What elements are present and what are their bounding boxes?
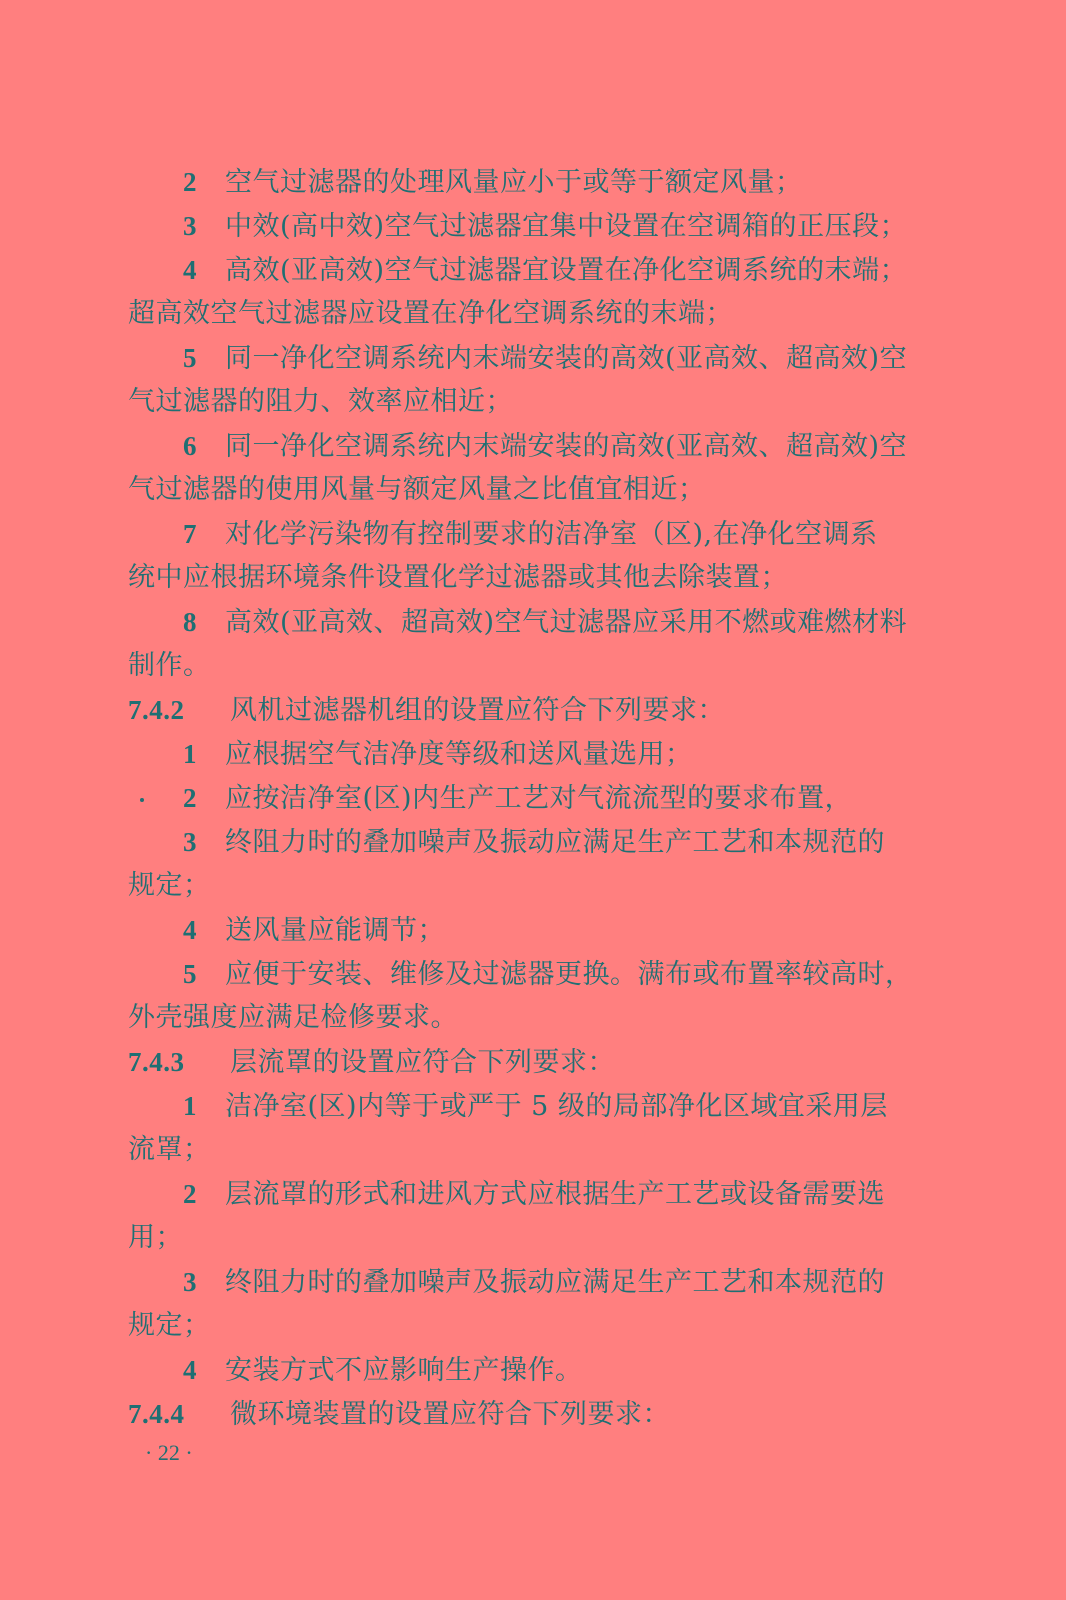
item-text: 应按洁净室(区)内生产工艺对气流流型的要求布置， (225, 783, 853, 814)
list-item-5-cont (128, 998, 458, 1038)
list-item-7-cont (128, 558, 788, 598)
list-item-4 (183, 910, 445, 950)
item-number: 2 (183, 783, 197, 813)
list-item-2 (183, 1174, 885, 1214)
list-item-3 (183, 1262, 885, 1302)
list-item-5 (183, 954, 913, 994)
section-text: 微环境装置的设置应符合下列要求： (230, 1399, 670, 1430)
item-number: 4 (183, 255, 197, 285)
section-heading-7-4-3 (128, 1042, 615, 1082)
item-number: 1 (183, 1091, 197, 1121)
item-text: 中效(高中效)空气过滤器宜集中设置在空调箱的正压段； (225, 211, 908, 242)
list-item-2 (183, 778, 852, 818)
item-text: 用； (128, 1222, 183, 1253)
item-text: 流罩； (128, 1134, 211, 1165)
item-number: 3 (183, 211, 197, 241)
item-number: 5 (183, 343, 197, 373)
list-item-5-cont (128, 382, 513, 422)
item-text: 外壳强度应满足检修要求。 (128, 1002, 458, 1033)
item-text: 气过滤器的阻力、效率应相近； (128, 386, 513, 417)
item-number: 2 (183, 1179, 197, 1209)
list-item-1 (183, 734, 693, 774)
item-number: 8 (183, 607, 197, 637)
item-text: 高效(亚高效、超高效)空气过滤器应采用不燃或难燃材料 (225, 607, 908, 638)
item-text: 安装方式不应影响生产操作。 (225, 1355, 583, 1386)
list-item-8-cont (128, 646, 211, 686)
item-text: 同一净化空调系统内末端安装的高效(亚高效、超高效)空 (225, 343, 908, 374)
list-item-4 (183, 1350, 583, 1390)
section-number: 7.4.3 (128, 1047, 185, 1077)
item-number: 7 (183, 519, 197, 549)
item-text: 高效(亚高效)空气过滤器宜设置在净化空调系统的末端； (225, 255, 908, 286)
item-number: 2 (183, 167, 197, 197)
section-text: 风机过滤器机组的设置应符合下列要求： (230, 695, 725, 726)
section-number: 7.4.2 (128, 695, 185, 725)
item-number: 5 (183, 959, 197, 989)
section-heading-7-4-4 (128, 1394, 670, 1434)
list-item-2 (183, 162, 803, 202)
section-heading-7-4-2 (128, 690, 725, 730)
list-item-3 (183, 206, 907, 246)
item-text: 终阻力时的叠加噪声及振动应满足生产工艺和本规范的 (225, 1267, 885, 1298)
item-text: 制作。 (128, 650, 211, 681)
item-text: 超高效空气过滤器应设置在净化空调系统的末端； (128, 298, 733, 329)
list-item-5 (183, 338, 907, 378)
item-text: 送风量应能调节； (225, 915, 445, 946)
item-text: 空气过滤器的处理风量应小于或等于额定风量； (225, 167, 803, 198)
item-text: 层流罩的形式和进风方式应根据生产工艺或设备需要选 (225, 1179, 885, 1210)
list-item-1-cont (128, 1130, 211, 1170)
page-number: · 22 · (145, 1440, 193, 1465)
section-text: 层流罩的设置应符合下列要求： (230, 1047, 615, 1078)
item-text: 应便于安装、维修及过滤器更换。满布或布置率较高时， (225, 959, 913, 990)
stray-mark (140, 798, 144, 802)
list-item-4 (183, 250, 907, 290)
item-number: 4 (183, 1355, 197, 1385)
item-text: 气过滤器的使用风量与额定风量之比值宜相近； (128, 474, 706, 505)
item-number: 1 (183, 739, 197, 769)
list-item-6-cont (128, 470, 706, 510)
list-item-3 (183, 822, 885, 862)
item-number: 6 (183, 431, 197, 461)
item-number: 3 (183, 1267, 197, 1297)
item-number: 3 (183, 827, 197, 857)
list-item-7 (183, 514, 878, 554)
list-item-2-cont (128, 1218, 183, 1258)
item-text: 对化学污染物有控制要求的洁净室（区),在净化空调系 (225, 519, 878, 550)
item-text: 规定； (128, 1310, 211, 1341)
list-item-3-cont (128, 866, 211, 906)
item-text: 应根据空气洁净度等级和送风量选用； (225, 739, 693, 770)
section-number: 7.4.4 (128, 1399, 185, 1429)
list-item-4-cont (128, 294, 733, 334)
item-text: 洁净室(区)内等于或严于 5 级的局部净化区域宜采用层 (225, 1091, 888, 1122)
item-text: 同一净化空调系统内末端安装的高效(亚高效、超高效)空 (225, 431, 908, 462)
item-text: 规定； (128, 870, 211, 901)
item-text: 终阻力时的叠加噪声及振动应满足生产工艺和本规范的 (225, 827, 885, 858)
list-item-8 (183, 602, 907, 642)
list-item-1 (183, 1086, 888, 1126)
item-number: 4 (183, 915, 197, 945)
list-item-6 (183, 426, 907, 466)
item-text: 统中应根据环境条件设置化学过滤器或其他去除装置； (128, 562, 788, 593)
list-item-3-cont (128, 1306, 211, 1346)
